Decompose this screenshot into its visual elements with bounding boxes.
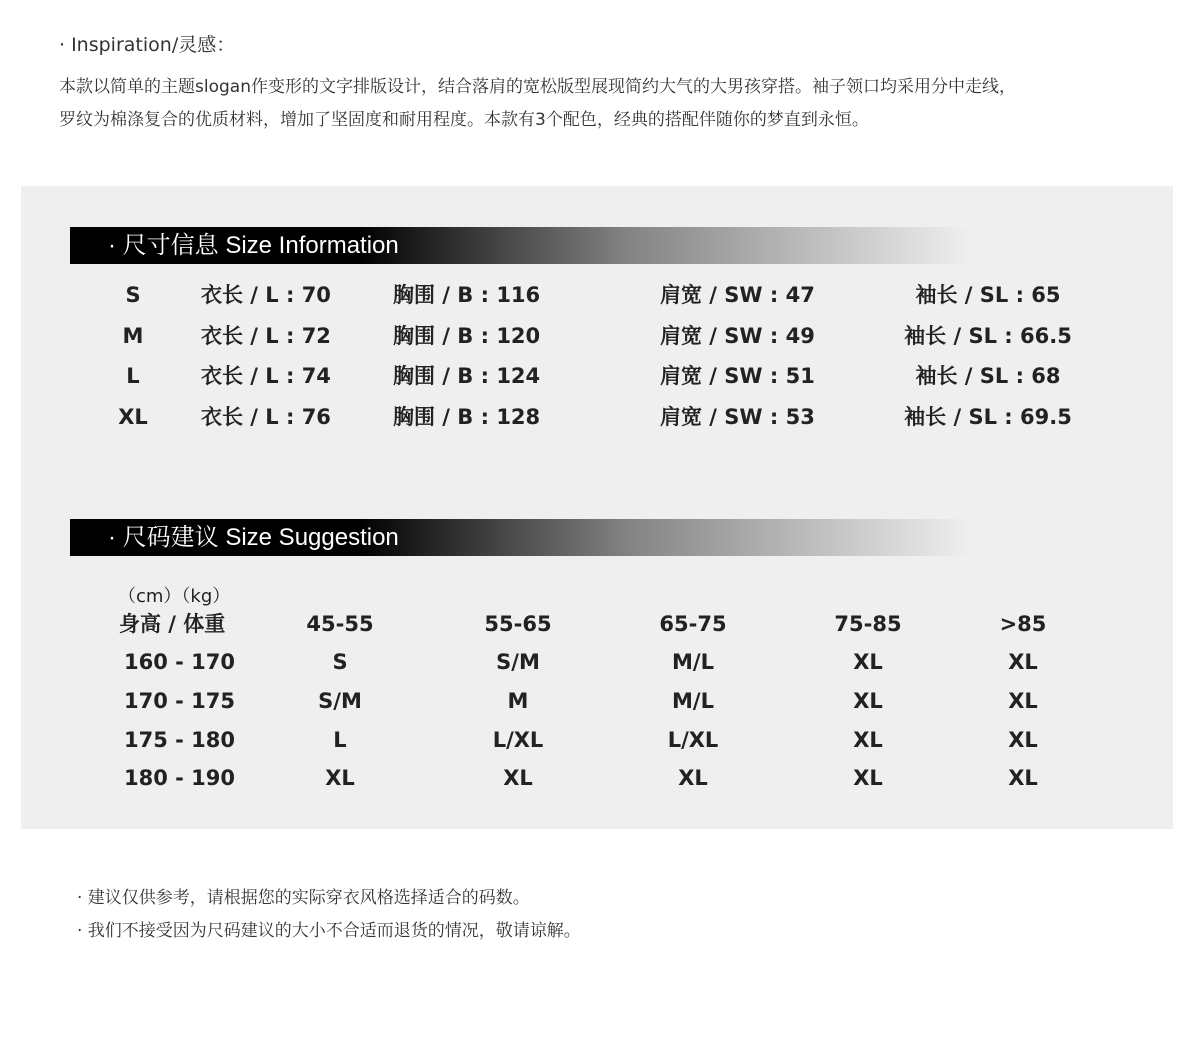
size-panel <box>21 186 1173 829</box>
suggested-size-1-4: XL <box>1008 689 1038 713</box>
inspiration-section <box>59 30 1159 137</box>
size-information-header <box>70 227 970 264</box>
suggested-size-2-4: XL <box>1008 728 1038 752</box>
height-range-3: 180 - 190 <box>124 766 236 790</box>
suggested-size-2-1: L/XL <box>492 728 544 752</box>
note-2: · 我们不接受因为尺码建议的大小不合适而退货的情况，敬请谅解。 <box>77 921 581 941</box>
suggested-size-0-3: XL <box>853 650 883 674</box>
inspiration-line-1: 本款以简单的主题slogan作变形的文字排版设计，结合落肩的宽松版型展现简约大气的大男孩穿搭。袖子领口均采用分中走线， <box>59 77 1016 97</box>
size-info-chest-1: 胸围 / B : 120 <box>393 324 541 348</box>
size-info-shoulder-0: 肩宽 / SW : 47 <box>660 283 815 307</box>
suggested-size-3-0: XL <box>325 766 355 790</box>
size-info-size-3: XL <box>118 405 148 429</box>
suggested-size-3-4: XL <box>1008 766 1038 790</box>
suggested-size-0-1: S/M <box>496 650 540 674</box>
size-info-sleeve-1: 袖长 / SL : 66.5 <box>904 324 1072 348</box>
notes-section <box>77 882 581 948</box>
size-info-length-0: 衣长 / L : 70 <box>201 283 331 307</box>
size-information-title: · 尺寸信息 Size Information <box>108 232 399 259</box>
size-info-sleeve-0: 袖长 / SL : 65 <box>915 283 1061 307</box>
suggested-size-0-0: S <box>332 650 348 674</box>
size-info-size-1: M <box>122 324 144 348</box>
suggested-size-1-1: M <box>507 689 529 713</box>
suggested-size-2-0: L <box>333 728 347 752</box>
size-info-chest-0: 胸围 / B : 116 <box>393 283 541 307</box>
weight-header-4: >85 <box>999 612 1047 636</box>
weight-header-2: 65-75 <box>659 612 727 636</box>
note-1: · 建议仅供参考，请根据您的实际穿衣风格选择适合的码数。 <box>77 888 530 908</box>
size-suggestion-header <box>70 519 970 556</box>
weight-header-1: 55-65 <box>484 612 552 636</box>
suggested-size-3-3: XL <box>853 766 883 790</box>
size-info-shoulder-2: 肩宽 / SW : 51 <box>660 364 815 388</box>
size-suggestion-title: · 尺码建议 Size Suggestion <box>108 524 399 551</box>
inspiration-text <box>59 71 1159 137</box>
size-info-sleeve-3: 袖长 / SL : 69.5 <box>904 405 1072 429</box>
suggested-size-3-2: XL <box>678 766 708 790</box>
size-info-length-1: 衣长 / L : 72 <box>201 324 331 348</box>
suggested-size-1-3: XL <box>853 689 883 713</box>
inspiration-title: · Inspiration/灵感： <box>59 34 236 56</box>
inspiration-line-2: 罗纹为棉涤复合的优质材料，增加了坚固度和耐用程度。本款有3个配色，经典的搭配伴随你的梦直到永恒。 <box>59 110 869 130</box>
height-range-2: 175 - 180 <box>124 728 236 752</box>
size-info-length-2: 衣长 / L : 74 <box>201 364 331 388</box>
size-info-chest-3: 胸围 / B : 128 <box>393 405 541 429</box>
size-info-sleeve-2: 袖长 / SL : 68 <box>915 364 1061 388</box>
size-info-size-0: S <box>125 283 141 307</box>
weight-header-3: 75-85 <box>834 612 902 636</box>
height-range-0: 160 - 170 <box>124 650 236 674</box>
size-info-shoulder-1: 肩宽 / SW : 49 <box>660 324 815 348</box>
size-info-shoulder-3: 肩宽 / SW : 53 <box>660 405 815 429</box>
suggested-size-1-0: S/M <box>318 689 362 713</box>
suggested-size-0-4: XL <box>1008 650 1038 674</box>
size-info-length-3: 衣长 / L : 76 <box>201 405 331 429</box>
size-info-chest-2: 胸围 / B : 124 <box>393 364 541 388</box>
suggested-size-1-2: M/L <box>672 689 714 713</box>
weight-header-0: 45-55 <box>306 612 374 636</box>
units-label: （cm）（kg） <box>118 586 231 607</box>
suggested-size-3-1: XL <box>503 766 533 790</box>
height-weight-corner: 身高 / 体重 <box>119 612 226 636</box>
suggested-size-0-2: M/L <box>672 650 714 674</box>
height-range-1: 170 - 175 <box>124 689 236 713</box>
suggested-size-2-3: XL <box>853 728 883 752</box>
size-info-size-2: L <box>126 364 140 388</box>
suggested-size-2-2: L/XL <box>667 728 719 752</box>
